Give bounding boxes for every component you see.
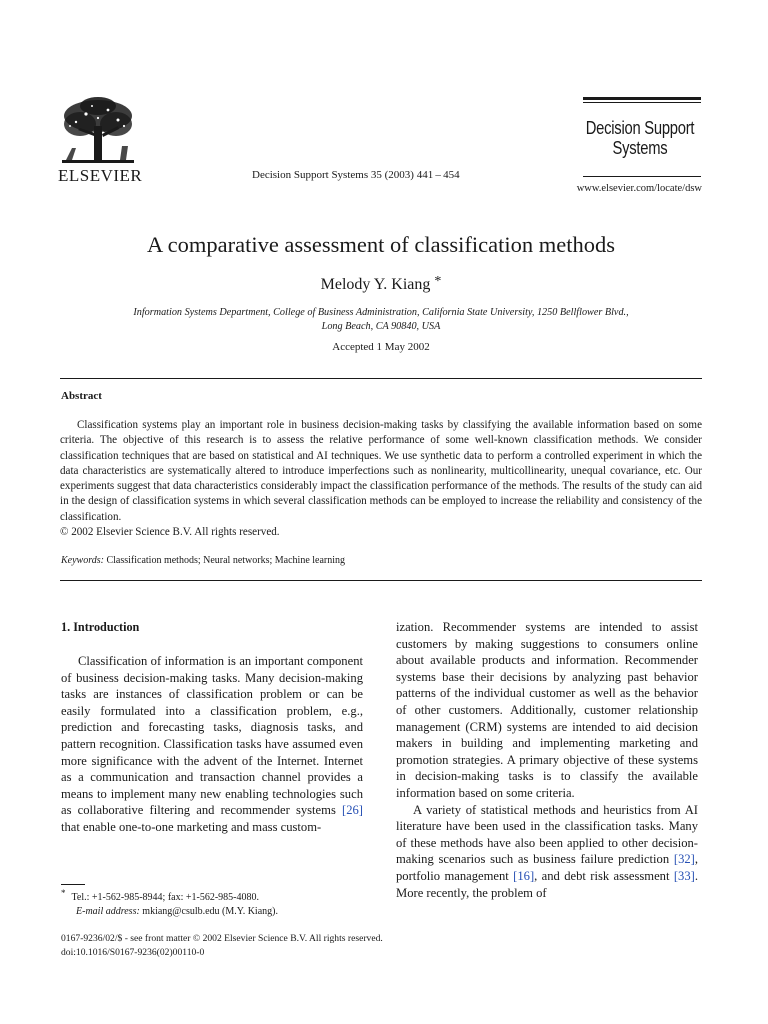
footnote-contact-line: [61, 886, 371, 905]
footnote-mark: *: [61, 888, 66, 898]
affiliation-line2: Long Beach, CA 90840, USA: [321, 321, 441, 332]
article-title: A comparative assessment of classification methods: [146, 232, 615, 257]
author-footnote-mark[interactable]: *: [434, 274, 442, 289]
divider-bottom: [60, 580, 702, 581]
footnote-email-label: E-mail address:: [76, 906, 140, 917]
journal-rule-top: [583, 97, 701, 100]
reference-link-33[interactable]: [33]: [673, 868, 695, 883]
reference-link-32[interactable]: [32]: [673, 852, 695, 867]
abstract-heading: Abstract: [61, 390, 102, 402]
intro-paragraph-2: A variety of statistical methods and heuristics from AI literature have been used in the classification tasks. Many of these methods have also been applied to other decision-making scenarios such as business failure prediction [32], portfolio management [16], and debt risk assessment [33]. More recently, the problem of: [396, 802, 699, 900]
journal-name-line1: Decision Support: [585, 118, 695, 138]
keywords: [61, 555, 345, 566]
journal-url-link[interactable]: www.elsevier.com/locate/dsw: [576, 183, 702, 194]
author-affiliation: [90, 306, 672, 334]
elsevier-tree-icon: [58, 96, 138, 168]
section-heading-introduction: 1. Introduction: [61, 620, 140, 634]
author-name: Melody Y. Kiang: [320, 276, 431, 293]
front-matter-doi[interactable]: doi:10.1016/S0167-9236(02)00110-0: [61, 947, 205, 958]
footnote-contact: Tel.: +1-562-985-8944; fax: +1-562-985-4080.: [71, 892, 259, 903]
abstract-copyright: © 2002 Elsevier Science B.V. All rights reserved.: [60, 526, 280, 539]
footnote-email-line: [61, 905, 371, 919]
keywords-label: Keywords:: [61, 555, 104, 566]
footnote-email[interactable]: mkiang@csulb.edu (M.Y. Kiang).: [142, 906, 278, 917]
keywords-text: Classification methods; Neural networks; Machine learning: [106, 555, 346, 566]
front-matter: [61, 932, 383, 960]
left-column: [61, 653, 363, 836]
footnote-rule: [61, 884, 85, 885]
abstract-body: [60, 418, 702, 540]
author-footnote: [61, 886, 371, 919]
divider-top: [60, 378, 702, 379]
reference-link-26[interactable]: [26]: [342, 803, 363, 818]
affiliation-line1: Information Systems Department, College of Business Administration, California State University, 1250 Bellflower Blvd.,: [133, 307, 629, 318]
publisher-name: ELSEVIER: [58, 166, 143, 185]
intro-paragraph-1: Classification of information is an important component of business decision-making tasks. Many decision-making tasks are instances of classification problem or can be easily formulated into a classification problem, e.g., prediction and forecasting tasks, diagnosis tasks, and pattern recognition. Classification tasks have assumed even more significance with the advent of the Internet. Internet as a communication and transaction channel provides a means to implement many new enabling technologies such as collaborative filtering and recommender systems [26] that enable one-to-one marketing and mass custom-: [61, 654, 363, 834]
journal-name-line2: Systems: [612, 138, 668, 158]
accepted-date: Accepted 1 May 2002: [332, 341, 430, 353]
journal-rule-mid: [583, 102, 701, 103]
journal-rule-bottom: [583, 176, 701, 177]
intro-paragraph-1-continued: ization. Recommender systems are intended to assist customers by making suggestions to consumers online about available products and information. Recommender systems base their decisions by analyzing past behavior patterns of the individual customer as well as the behavior of other customers. Additionally, customer relationship management (CRM) systems are intended to aid decision makers in building and implementing marketing and promotion strategies. A primary objective of these systems in decision-making tasks is to classify the available information based on some criteria.: [396, 620, 698, 800]
front-matter-issn: 0167-9236/02/$ - see front matter © 2002 Elsevier Science B.V. All rights reserved.: [61, 933, 383, 944]
reference-link-16[interactable]: [16]: [513, 868, 535, 883]
journal-citation: Decision Support Systems 35 (2003) 441 – 454: [252, 169, 460, 181]
author-line: [0, 274, 762, 294]
abstract-text: Classification systems play an important role in business decision-making tasks by classifying the available information based on some criteria. The objective of this research is to assess the relative performance of some well-known classification methods. We consider classification techniques that are based on statistical and AI techniques. We use synthetic data to perform a controlled experiment in which the data characteristics are systematically altered to introduce imperfections such as nonlinearity, multicollinearity, unequal covariance, etc. Our experiments suggest that data characteristics considerably impact the classification performance of the methods. The results of the study can aid in the design of classification systems in which several classification methods can be employed to increase the reliability and consistency of the classification.: [60, 419, 702, 523]
journal-name: [583, 118, 698, 158]
right-column: [396, 619, 698, 901]
